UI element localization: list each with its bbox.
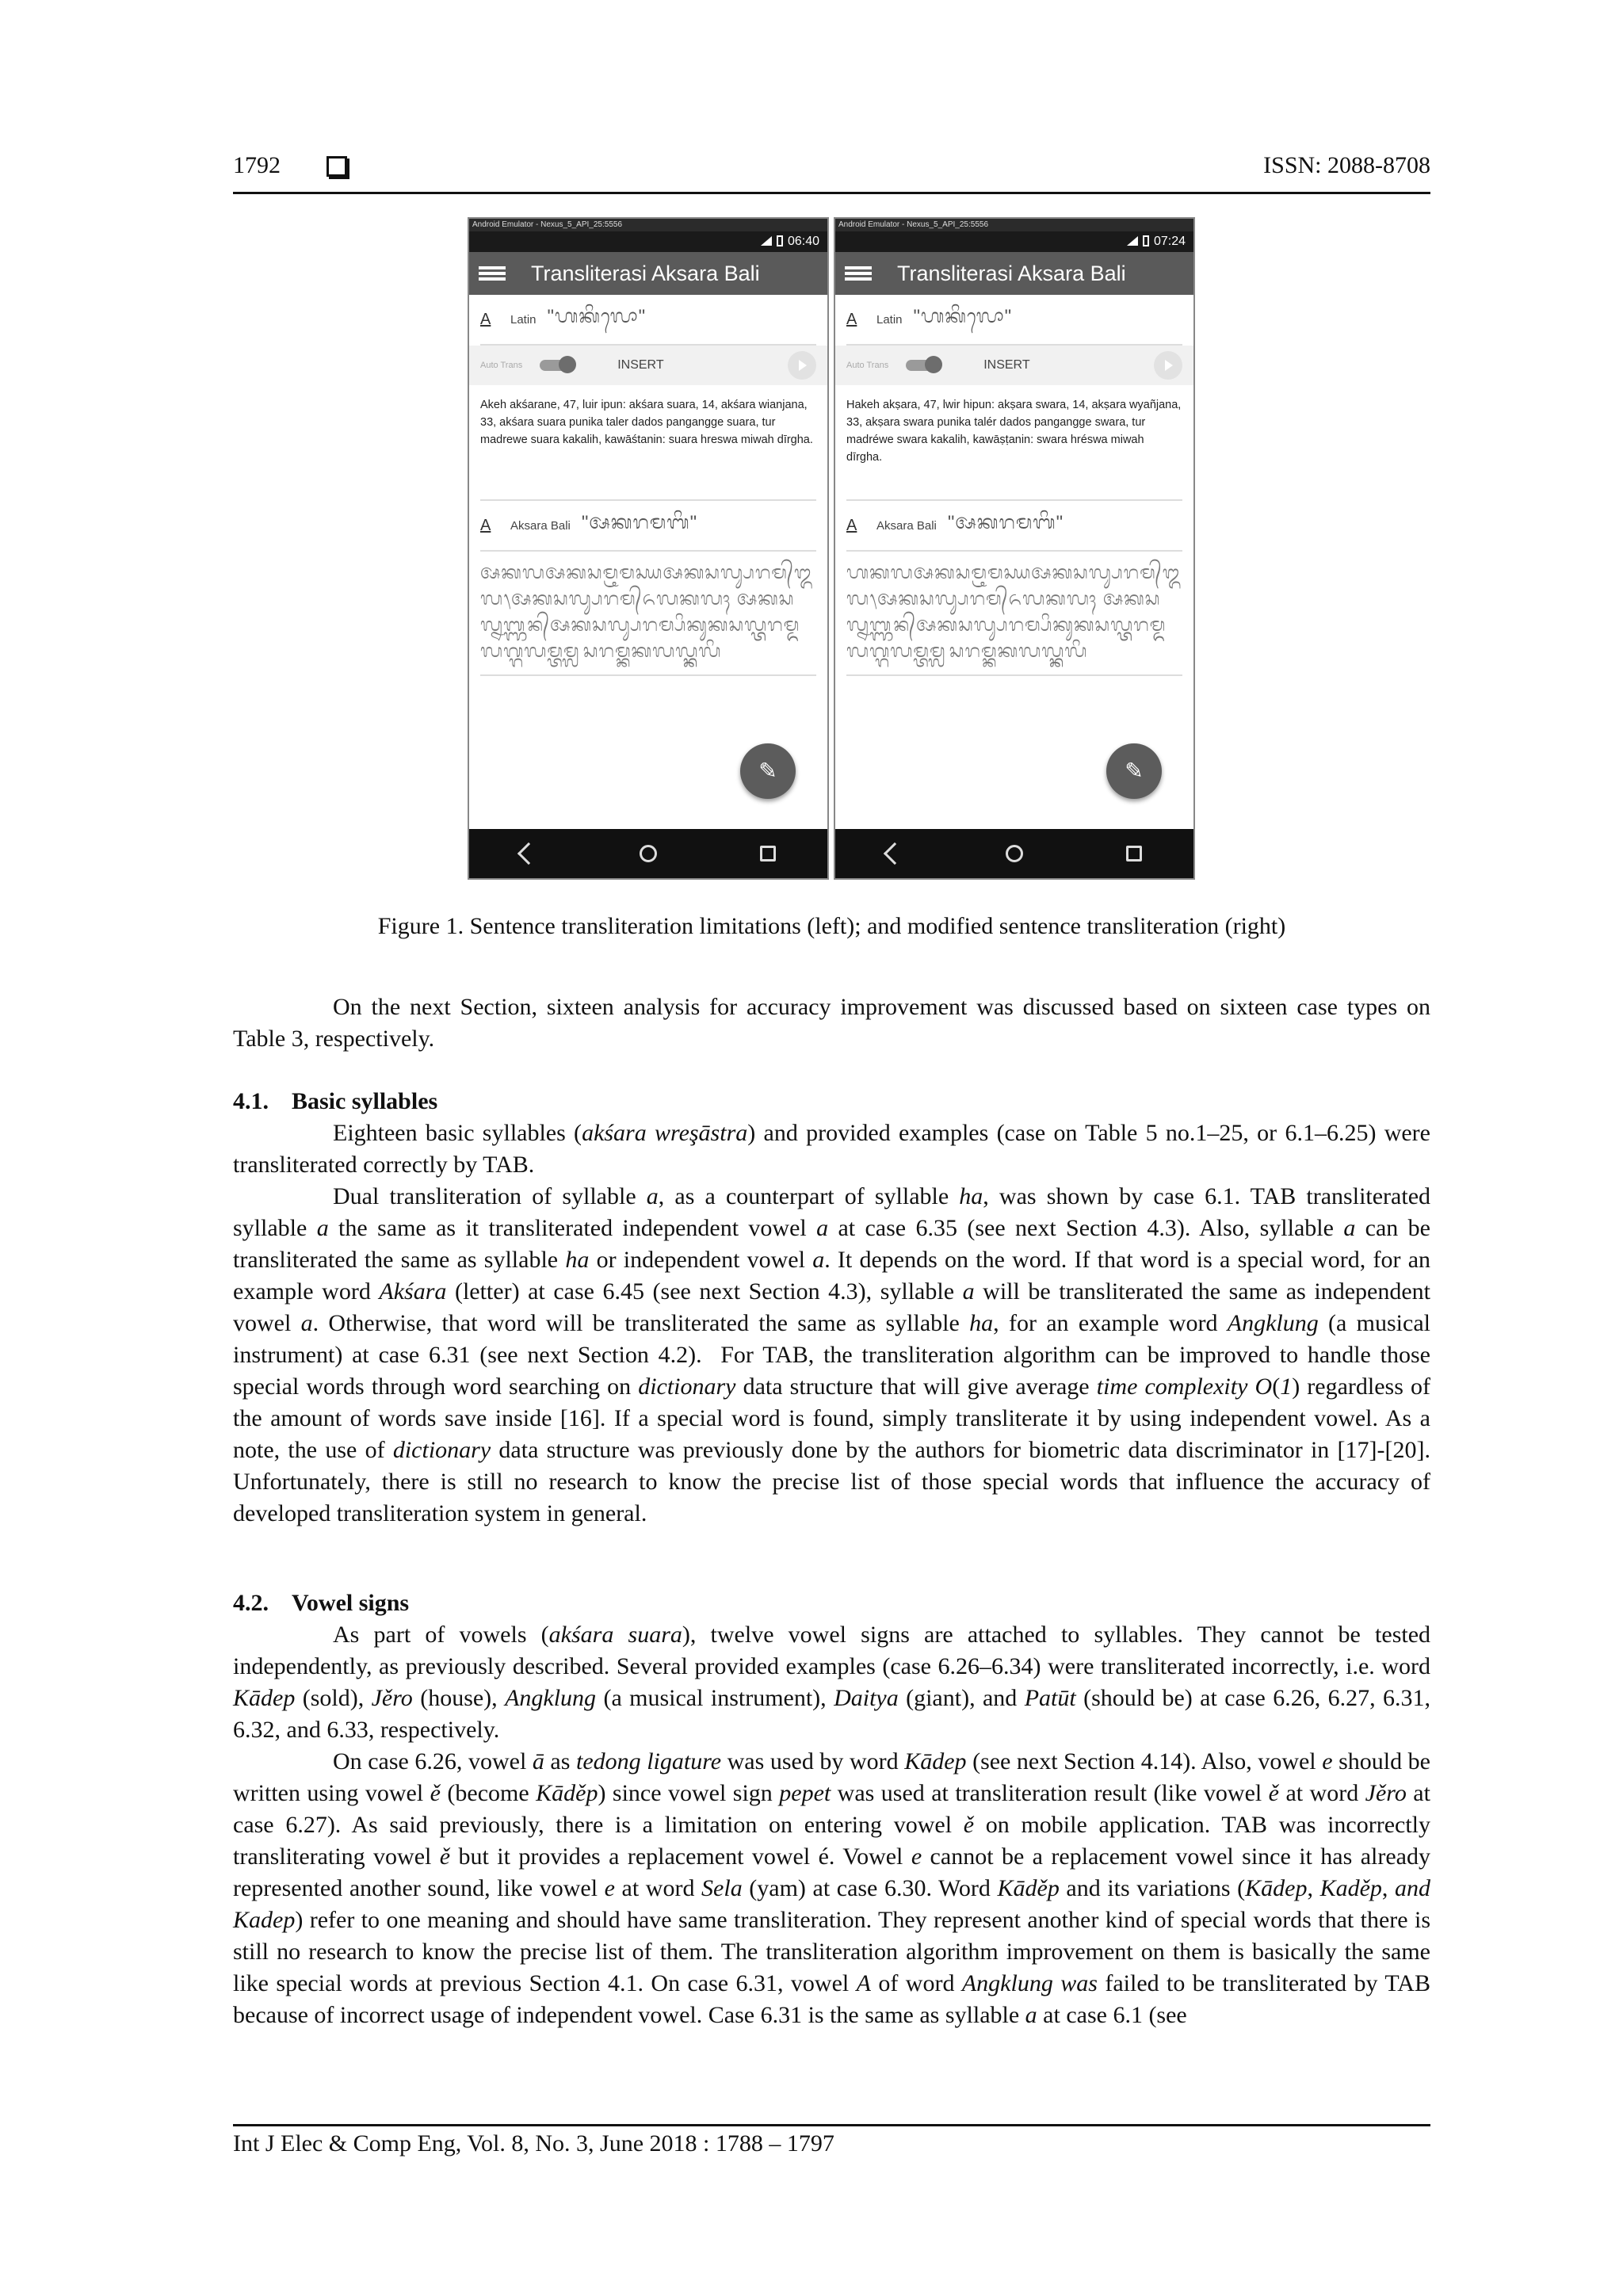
edit-fab-pencil-icon[interactable]: ✎ xyxy=(1106,743,1162,799)
footer-rule xyxy=(233,2124,1430,2126)
section-heading-4-1 xyxy=(233,1086,437,1117)
signal-icon xyxy=(761,236,772,246)
section-4-2-body xyxy=(233,1619,1430,2031)
phone-screenshot-right xyxy=(834,217,1195,880)
paragraph: Eighteen basic syllables (akśara wreşāstra) and provided examples (case on Table 5 no.1–25, or 6.1–6.25) were transliterated correctly by TAB. xyxy=(233,1120,1430,1178)
input-language-label: Latin xyxy=(510,312,537,327)
issn-label: ISSN: 2088-8708 xyxy=(1263,152,1430,178)
paragraph: Dual transliteration of syllable a, as a counterpart of syllable ha, was shown by case 6.1. TAB transliterated syllable a the same as it transliterated independent vowel a at case 6.35 (see next Section 4.3). Also, syllable a can be transliterated the same as syllable ha or independent vowel a. It depends on the word. If that word is a special word, for an example word Akśara (letter) at case 6.45 (see next Section 4.3), syllable a will be transliterated the same as independent vowel a. Otherwise, that word will be transliterated the same as syllable ha, for an example word Angklung (a musical instrument) at case 6.31 (see next Section 4.2). For TAB, the transliteration algorithm can be improved to handle those special words through word searching on dictionary data structure that will give average time complexity O(1) regardless of the amount of words save inside [16]. If a special word is found, simply transliterate it by using independent vowel. As a note, the use of dictionary data structure was previously done by the authors for biometric data discriminator in [17]-[20]. Unfortunately, there is still no research to know the precise list of those special words that influence the accuracy of developed transliteration system in general. xyxy=(233,1183,1431,1526)
checkbox-square-icon xyxy=(327,156,347,177)
control-row xyxy=(469,346,827,385)
output-language-row xyxy=(480,501,816,552)
figure-caption: Figure 1. Sentence transliteration limitations (left); and modified sentence transliteration (right) xyxy=(377,913,1286,939)
auto-trans-label: Auto Trans xyxy=(480,361,523,370)
battery-icon xyxy=(1143,235,1149,246)
input-language-row xyxy=(846,295,1182,346)
insert-button[interactable]: INSERT xyxy=(617,358,664,372)
input-language-script: "ᬳᬓᬶᬮᭀ" xyxy=(913,305,1013,327)
input-language-row xyxy=(480,295,816,346)
text-format-icon: A xyxy=(846,310,857,328)
emulator-title: Android Emulator - Nexus_5_API_25:5556 xyxy=(835,219,1193,231)
auto-trans-toggle[interactable] xyxy=(540,360,573,371)
output-language-row xyxy=(846,501,1182,552)
android-nav-bar xyxy=(835,829,1193,878)
hamburger-menu-icon[interactable] xyxy=(845,262,876,285)
app-bar xyxy=(835,252,1193,295)
home-icon[interactable] xyxy=(1006,845,1023,862)
input-language-script: "ᬳᬓᬶᬮᭀ" xyxy=(547,305,647,327)
battery-icon xyxy=(777,235,783,246)
status-bar xyxy=(469,231,827,252)
recents-icon[interactable] xyxy=(760,846,776,861)
signal-icon xyxy=(1127,236,1138,246)
input-language-label: Latin xyxy=(876,312,903,327)
output-language-label: Aksara Bali xyxy=(510,518,571,533)
home-icon[interactable] xyxy=(640,845,657,862)
script-icon: A xyxy=(846,516,857,534)
app-bar xyxy=(469,252,827,295)
edit-fab-pencil-icon[interactable]: ✎ xyxy=(740,743,796,799)
app-title: Transliterasi Aksara Bali xyxy=(531,261,760,285)
section-number: 4.2. xyxy=(233,1590,269,1616)
section-title: Vowel signs xyxy=(292,1590,410,1616)
section-number: 4.1. xyxy=(233,1088,269,1114)
phone-screenshot-left xyxy=(468,217,829,880)
back-icon[interactable] xyxy=(517,842,540,865)
play-icon[interactable] xyxy=(1154,351,1182,380)
header-rule xyxy=(233,192,1430,194)
status-bar xyxy=(835,231,1193,252)
emulator-title: Android Emulator - Nexus_5_API_25:5556 xyxy=(469,219,827,231)
input-text-field[interactable]: Akeh akśarane, 47, luir ipun: akśara suara, 14, akśara wianjana, 33, akśara suara punika taler dados pangangge suara, tur madrewe suara kakalih, kawāśtanin: suara hreswa miwah dīrgha. xyxy=(480,385,816,501)
hamburger-menu-icon[interactable] xyxy=(479,262,510,285)
auto-trans-label: Auto Trans xyxy=(846,361,889,370)
figure-1 xyxy=(468,217,1198,880)
paragraph: As part of vowels (akśara suara), twelve vowel signs are attached to syllables. They cannot be tested independently, as previously described. Several provided examples (case 6.26–6.34) were transliterated incorrectly, i.e. word Kādep (sold), Jěro (house), Angklung (a musical instrument), Daitya (giant), and Patūt (should be) at case 6.26, 6.27, 6.31, 6.32, and 6.33, respectively. xyxy=(233,1622,1431,1743)
page-number: 1792 xyxy=(233,152,281,178)
output-text: ᬳᬓᬮᬅᬓᬲᬫ᭄ᬝᬫᭋᬅᬓᬲᬮ᭄ᬲᬭᬫ᭄ᬑᬮ᭞ᬅᬓᬲᬮ᭄ᬲᬭᬫ᭄ᬏᬮᬓᬮᬄ ᬅᬓᬲᬮ᭄ᬦᬩ᭄ᬜᬦ᭄ᬅᬓᬲᬮ᭄ᬲᬭᬫ᭄ᬧᬶᬓᬸᬓᬲᬮ᭄ᬢ᭄ᬢᬭᬫ᭄ᬤ᭄ᬤᬮᬕ᭄ᬕᬮᬫ᭄ᬢᬫ᭄ᬮᬲᬭᬫ᭄ᬓᬓᬮᬮ᭄ᬓ᭄ᬓᬮᬶ xyxy=(846,552,1182,676)
output-text: ᬅᬓᬮᬅᬓᬲᬫ᭄ᬝᬫᭋᬅᬓᬲᬮ᭄ᬲᬭᬫ᭄ᬑᬮ᭞ᬅᬓᬲᬮ᭄ᬲᬭᬫ᭄ᬏᬮᬓᬮᬄ ᬅᬓᬲᬮ᭄ᬦᬩ᭄ᬜᬦ᭄ᬅᬓᬲᬮ᭄ᬲᬭᬫ᭄ᬧᬶᬓᬸᬓᬲᬮ᭄ᬢ᭄ᬢᬭᬫ᭄ᬤ᭄ᬤᬮᬕ᭄ᬕᬮᬫ᭄ᬢᬫ᭄ᬮᬲᬭᬫ᭄ᬓᬓᬮᬮ᭄ᬓ᭄ᬓᬮᬶ xyxy=(480,552,816,676)
output-language-label: Aksara Bali xyxy=(876,518,937,533)
intro-text: On the next Section, sixteen analysis for accuracy improvement was discussed based on sixteen case types on Table 3, respectively. xyxy=(233,994,1430,1052)
recents-icon[interactable] xyxy=(1126,846,1142,861)
section-4-1-body xyxy=(233,1117,1430,1530)
paragraph: On case 6.26, vowel ā as tedong ligature was used by word Kādep (see next Section 4.14). Also, vowel e should be written using vowel ě (become Kāděp) since vowel sign pepet was used at transliteration result (like vowel ě at word Jěro at case 6.27). As said previously, there is a limitation on entering vowel ě on mobile application. TAB was incorrectly transliterating vowel ě but it provides a replacement vowel é. Vowel e cannot be a replacement vowel since it has already represented another sound, like vowel e at word Sela (yam) at case 6.30. Word Kāděp and its variations (Kādep, Kaděp, and Kadep) refer to one meaning and should have same transliteration. They represent another kind of special words that there is still no research to know the precise list of them. The transliteration algorithm improvement on them is basically the same like special words at previous Section 4.1. On case 6.31, vowel A of word Angklung was failed to be transliterated by TAB because of incorrect usage of independent vowel. Case 6.31 is the same as syllable a at case 6.1 (see xyxy=(233,1748,1431,2028)
status-time: 07:24 xyxy=(1153,235,1186,248)
insert-button[interactable]: INSERT xyxy=(983,358,1030,372)
app-title: Transliterasi Aksara Bali xyxy=(897,261,1126,285)
input-text-field[interactable]: Hakeh akṣara, 47, lwir hipun: akṣara swara, 14, akṣara wyañjana, 33, akṣara swara punika talér dados pangangge swara, tur madréwe swara kakalih, kawāṣṭanin: swara hréswa miwah dīrgha. xyxy=(846,385,1182,501)
output-language-script: "ᬅᬓᬭᬫᬩᬶ" xyxy=(947,511,1064,533)
status-time: 06:40 xyxy=(787,235,819,248)
script-icon: A xyxy=(480,516,491,534)
page-footer: Int J Elec & Comp Eng, Vol. 8, No. 3, June 2018 : 1788 – 1797 xyxy=(233,2130,834,2157)
text-format-icon: A xyxy=(480,310,491,328)
output-language-script: "ᬅᬓᬭᬫᬩᬶ" xyxy=(581,511,698,533)
android-nav-bar xyxy=(469,829,827,878)
auto-trans-toggle[interactable] xyxy=(906,360,939,371)
back-icon[interactable] xyxy=(884,842,906,865)
intro-paragraph xyxy=(233,991,1430,1055)
page-header xyxy=(233,152,1430,192)
play-icon[interactable] xyxy=(788,351,816,380)
section-title: Basic syllables xyxy=(292,1088,438,1114)
section-heading-4-2 xyxy=(233,1587,409,1619)
control-row xyxy=(835,346,1193,385)
